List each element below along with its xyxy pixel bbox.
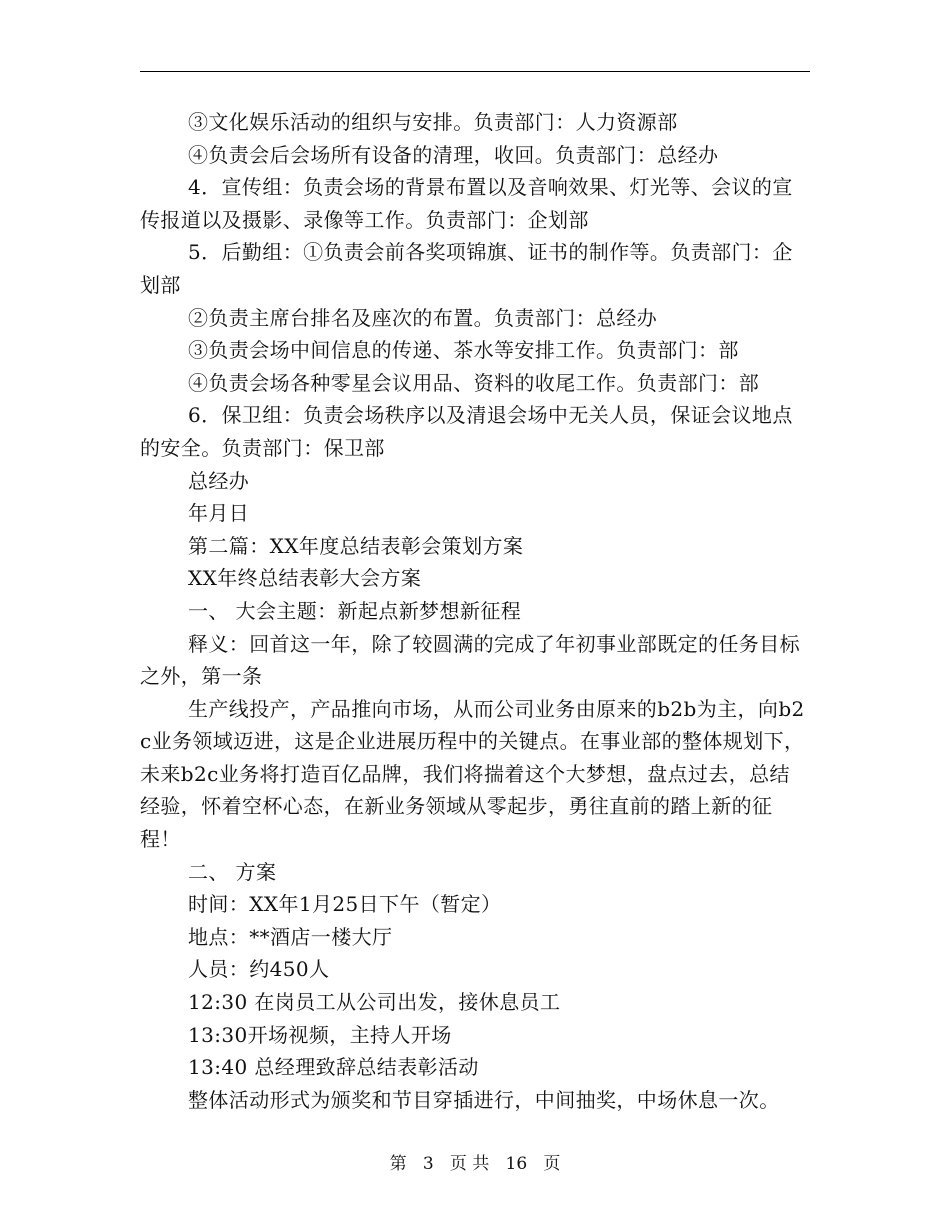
paragraph: 4．宣传组：负责会场的背景布置以及音响效果、灯光等、会议的宣传报道以及摄影、录像等工作。负责部门：企划部 (140, 175, 793, 232)
schedule-item: 12:30 在岗员工从公司出发，接休息员工 (188, 990, 561, 1015)
paragraph: ③负责会场中间信息的传递、茶水等安排工作。负责部门：部 (188, 338, 739, 363)
paragraph: 释义：回首这一年，除了较圆满的完成了年初事业部既定的任务目标之外，第一条 (140, 631, 800, 689)
section-heading: 第二篇：XX年度总结表彰会策划方案 (188, 533, 524, 558)
schedule-item: 13:30开场视频，主持人开场 (188, 1022, 452, 1047)
paragraph: 6．保卫组：负责会场秩序以及清退会场中无关人员，保证会议地点的安全。负责部门：保卫部 (140, 403, 793, 460)
paragraph: ③文化娱乐活动的组织与安排。负责部门：人力资源部 (188, 110, 678, 134)
page-footer (0, 1152, 950, 1176)
paragraph: 总经办 (188, 468, 250, 493)
section-heading: 一、 大会主题：新起点新梦想新征程 (188, 598, 522, 623)
header-rule (140, 71, 810, 72)
footer-suffix: 页 (543, 1154, 561, 1174)
paragraph: 整体活动形式为颁奖和节目穿插进行，中间抽奖，中场休息一次。 (188, 1087, 780, 1112)
paragraph: 地点：**酒店一楼大厅 (188, 924, 393, 949)
footer-total-pages: 16 (505, 1154, 528, 1174)
footer-middle: 页 共 (449, 1154, 490, 1174)
document-title: XX年终总结表彰大会方案 (188, 566, 422, 591)
document-body (140, 106, 810, 1116)
paragraph: 时间：XX年1月25日下午（暂定） (188, 892, 502, 917)
paragraph: 年月日 (188, 501, 250, 526)
footer-prefix: 第 (389, 1154, 407, 1174)
footer-current-page: 3 (422, 1154, 434, 1174)
paragraph: 人员：约450人 (188, 957, 330, 982)
section-heading: 二、 方案 (188, 859, 277, 884)
paragraph: ②负责主席台排名及座次的布置。负责部门：总经办 (188, 305, 658, 330)
schedule-item: 13:40 总经理致辞总结表彰活动 (188, 1055, 479, 1080)
paragraph: 生产线投产，产品推向市场，从而公司业务由原来的b2b为主，向b2c业务领域迈进，这是企业进展历程中的关键点。在事业部的整体规划下，未来b2c业务将打造百亿品牌，我们将揣着这个大梦想，盘点过去，总结经验，怀着空杯心态，在新业务领域从零起步，勇往直前的踏上新的征程！ (140, 696, 805, 852)
paragraph: ④负责会后会场所有设备的清理，收回。负责部门：总经办 (188, 142, 719, 167)
paragraph: ④负责会场各种零星会议用品、资料的收尾工作。负责部门：部 (188, 370, 760, 395)
paragraph: 5．后勤组：①负责会前各奖项锦旗、证书的制作等。负责部门：企划部 (140, 240, 793, 297)
